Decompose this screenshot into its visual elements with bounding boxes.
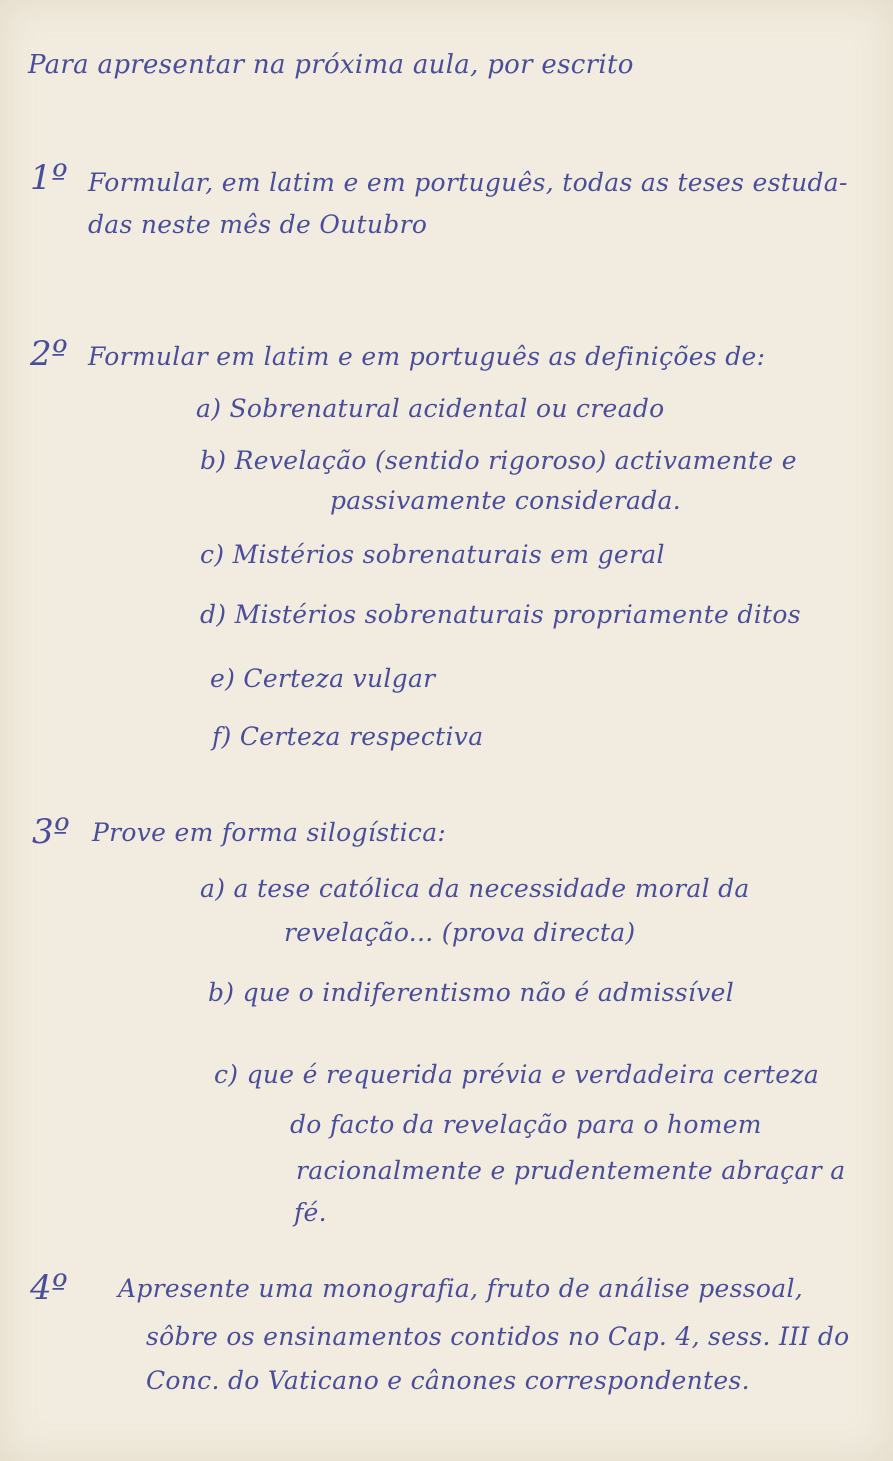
item-3-number: 3º: [32, 812, 70, 852]
item-2-sub-b: b) Revelação (sentido rigoroso) activamente e: [200, 446, 797, 475]
item-2-number: 2º: [30, 334, 68, 374]
item-2-sub-b-cont: passivamente considerada.: [330, 486, 681, 515]
item-3-intro: Prove em forma silogística:: [92, 818, 447, 847]
item-2-sub-e: e) Certeza vulgar: [210, 664, 436, 693]
page-heading: Para apresentar na próxima aula, por escrito: [28, 50, 634, 80]
item-4-number: 4º: [30, 1268, 68, 1308]
item-2-sub-f: f) Certeza respectiva: [212, 722, 484, 751]
item-4-line-2: sôbre os ensinamentos contidos no Cap. 4, sess. III do: [146, 1322, 850, 1351]
item-1-line-2: das neste mês de Outubro: [88, 210, 428, 239]
item-3-sub-c: c) que é requerida prévia e verdadeira certeza: [214, 1060, 820, 1089]
item-3-sub-c-cont-3: fé.: [294, 1198, 327, 1227]
item-1-number: 1º: [30, 158, 68, 198]
item-1-line-1: Formular, em latim e em português, todas as teses estuda-: [88, 168, 848, 197]
item-3-sub-a: a) a tese católica da necessidade moral da: [200, 874, 750, 903]
item-3-sub-a-cont: revelação... (prova directa): [284, 918, 636, 947]
item-4-line-1: Apresente uma monografia, fruto de análise pessoal,: [118, 1274, 804, 1303]
item-2-sub-a: a) Sobrenatural acidental ou creado: [196, 394, 665, 423]
item-2-sub-d: d) Mistérios sobrenaturais propriamente ditos: [200, 600, 801, 629]
item-3-sub-c-cont-2: racionalmente e prudentemente abraçar a: [296, 1156, 846, 1185]
item-4-line-3: Conc. do Vaticano e cânones correspondentes.: [146, 1366, 750, 1395]
item-3-sub-c-cont-1: do facto da revelação para o homem: [290, 1110, 762, 1139]
item-2-intro: Formular em latim e em português as definições de:: [88, 342, 766, 371]
item-2-sub-c: c) Mistérios sobrenaturais em geral: [200, 540, 665, 569]
item-3-sub-b: b) que o indiferentismo não é admissível: [208, 978, 735, 1007]
